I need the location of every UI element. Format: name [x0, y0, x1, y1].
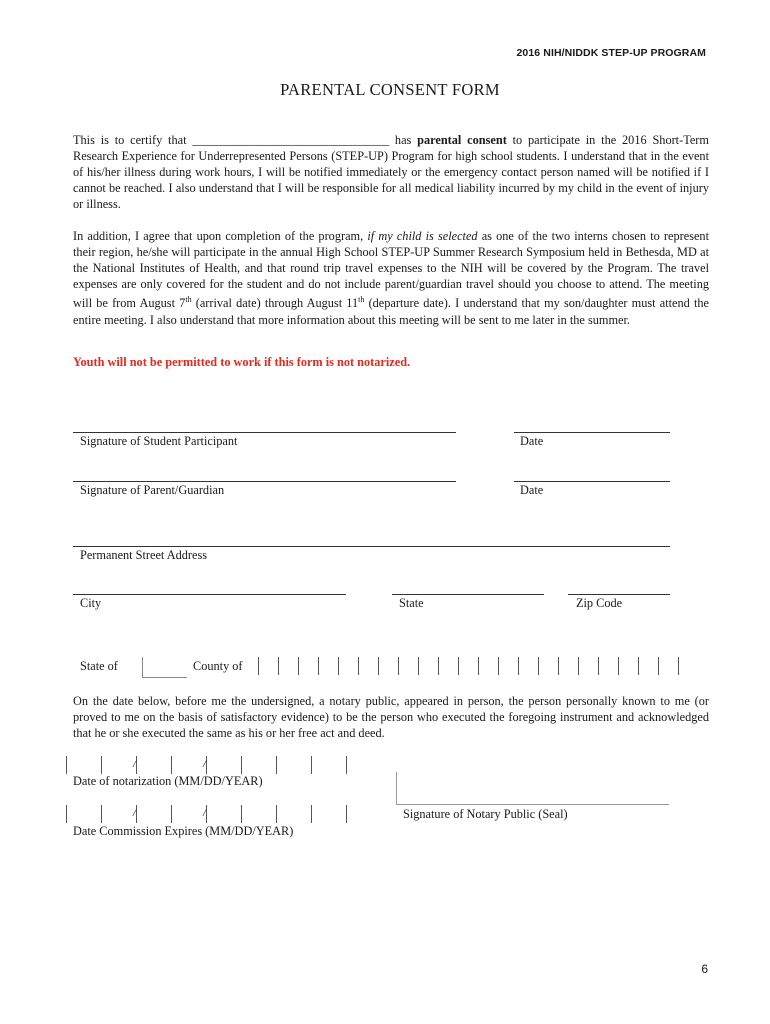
form-title: PARENTAL CONSENT FORM: [280, 80, 500, 99]
date-label-2: Date: [520, 483, 544, 497]
parent-signature-line[interactable]: [73, 481, 456, 482]
state-label: State: [399, 596, 424, 610]
notary-statement: On the date below, before me the undersigned, a notary public, appeared in person, the person personally known to me (or proved to me on the basis of satisfactory evidence) to be the person who executed the foregoing instrument and acknowledged that he or she executed the same as his or her free act and deed.: [73, 694, 709, 741]
commission-slash-2: /: [203, 807, 207, 819]
address-label: Permanent Street Address: [80, 548, 208, 562]
page-number: 6: [701, 962, 708, 976]
notarization-warning: Youth will not be permitted to work if this form is not notarized.: [73, 355, 411, 369]
zip-label: Zip Code: [576, 596, 623, 610]
parent-signature-label: Signature of Parent/Guardian: [80, 483, 225, 497]
county-of-boxes[interactable]: [258, 657, 679, 675]
commission-slash-1: /: [133, 807, 137, 819]
date-line-1[interactable]: [514, 432, 670, 433]
student-signature-line[interactable]: [73, 432, 456, 433]
notary-signature-box[interactable]: [396, 772, 669, 805]
state-of-box[interactable]: [142, 657, 187, 678]
state-line[interactable]: [392, 594, 544, 595]
notarization-date-label: Date of notarization (MM/DD/YEAR): [73, 774, 263, 788]
consent-paragraph: This is to certify that ________________________________ has parental consent to participate in the 2016 Short-Term Research Experience for Underrepresented Persons (STEP-UP) Program for high school students. I understand that in the event of his/her illness during work hours, I will be notified immediately or the emergency contact person named will be notified if I cannot be reached. I also understand that I will be responsible for all medical liability incurred by my child in the event of injury or illness.: [73, 133, 709, 212]
zip-line[interactable]: [568, 594, 670, 595]
address-line[interactable]: [73, 546, 670, 547]
program-header: 2016 NIH/NIDDK STEP-UP PROGRAM: [516, 47, 706, 59]
commission-date-label: Date Commission Expires (MM/DD/YEAR): [73, 824, 294, 838]
notarization-date-boxes[interactable]: [66, 756, 347, 774]
commission-date-boxes[interactable]: [66, 805, 347, 823]
city-label: City: [80, 596, 102, 610]
student-signature-label: Signature of Student Participant: [80, 434, 238, 448]
date-slash-2: /: [203, 758, 207, 770]
date-slash-1: /: [133, 758, 137, 770]
date-label-1: Date: [520, 434, 544, 448]
notary-signature-label: Signature of Notary Public (Seal): [403, 807, 568, 821]
county-of-label: County of: [193, 659, 243, 673]
state-of-label: State of: [80, 659, 118, 673]
date-line-2[interactable]: [514, 481, 670, 482]
symposium-paragraph: In addition, I agree that upon completion of the program, if my child is selected as one of the two interns chosen to represent their region, he/she will participate in the annual High School STEP-UP Summer Research Symposium held in Bethesda, MD at the National Institutes of Health, and that round trip travel expenses to the NIH will be covered by the Program. The travel expenses are only covered for the student and do not include parent/guardian travel should you choose to attend. The meeting will be from August 7th (arrival date) through August 11th (departure date). I understand that my son/daughter must attend the entire meeting. I also understand that more information about this meeting will be sent to me later in the summer.: [73, 229, 710, 327]
city-line[interactable]: [73, 594, 346, 595]
